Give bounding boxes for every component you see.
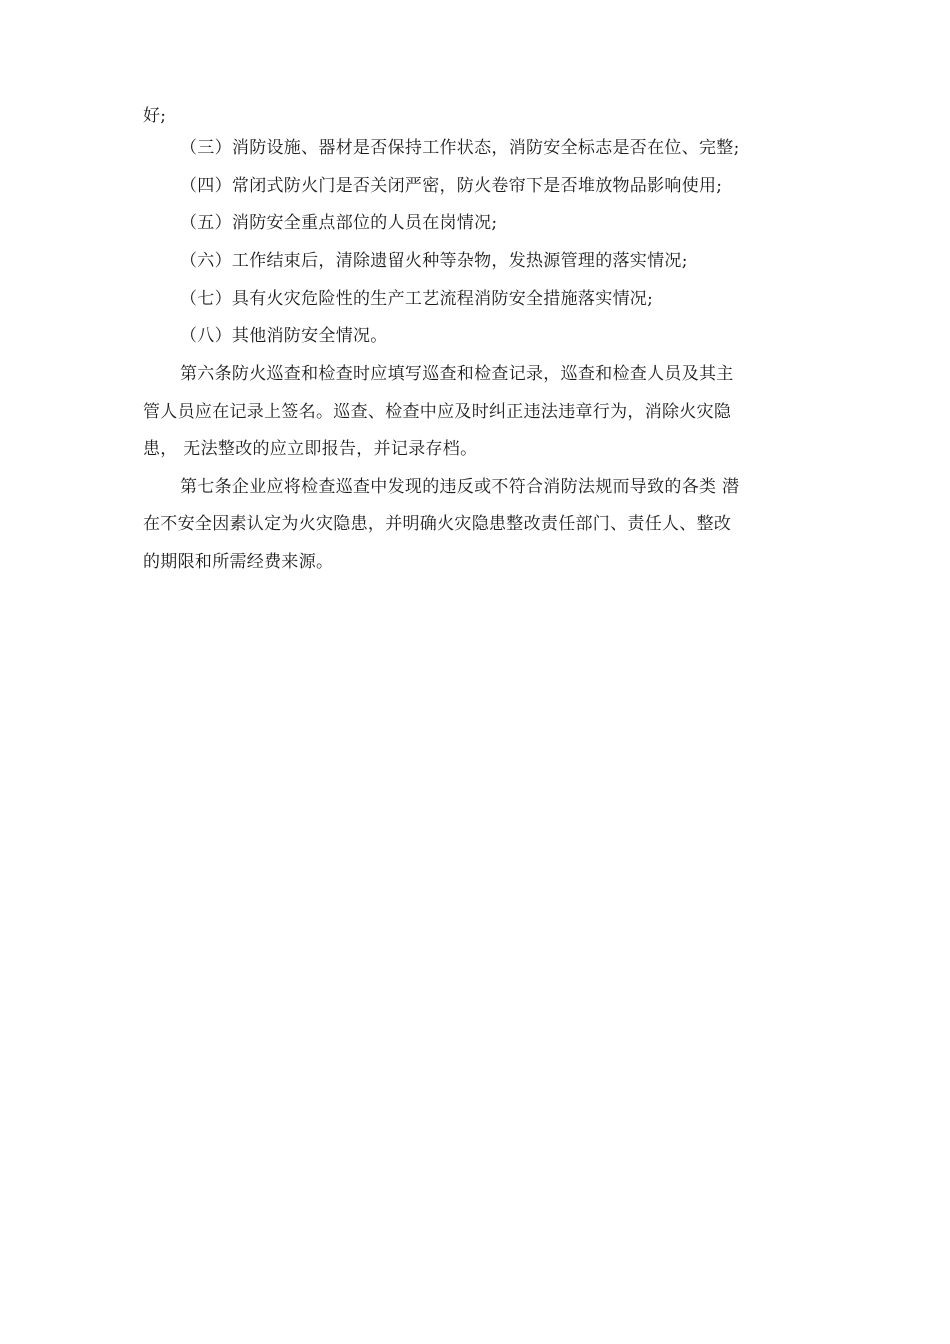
article-7-line-1: 第七条企业应将检查巡查中发现的违反或不符合消防法规而导致的各类 潜 <box>180 477 740 497</box>
text-line-continuation: 好; <box>143 106 167 126</box>
list-item-4: （四）常闭式防火门是否关闭严密，防火卷帘下是否堆放物品影响使用; <box>180 176 723 196</box>
list-item-5: （五）消防安全重点部位的人员在岗情况; <box>180 213 498 233</box>
article-6-line-3: 患， 无法整改的应立即报告，并记录存档。 <box>143 439 478 459</box>
article-6-line-1: 第六条防火巡查和检查时应填写巡查和检查记录，巡查和检查人员及其主 <box>180 364 734 384</box>
list-item-3: （三）消防设施、器材是否保持工作状态，消防安全标志是否在位、完整; <box>180 138 740 158</box>
article-6-line-2: 管人员应在记录上签名。巡查、检查中应及时纠正违法违章行为，消除火灾隐 <box>143 402 732 422</box>
article-7-line-2: 在不安全因素认定为火灾隐患，并明确火灾隐患整改责任部门、责任人、整改 <box>143 514 732 534</box>
article-7-line-3: 的期限和所需经费来源。 <box>143 552 334 572</box>
list-item-6: （六）工作结束后，清除遗留火种等杂物，发热源管理的落实情况; <box>180 251 688 271</box>
list-item-8: （八）其他消防安全情况。 <box>180 326 388 346</box>
list-item-7: （七）具有火灾危险性的生产工艺流程消防安全措施落实情况; <box>180 289 654 309</box>
